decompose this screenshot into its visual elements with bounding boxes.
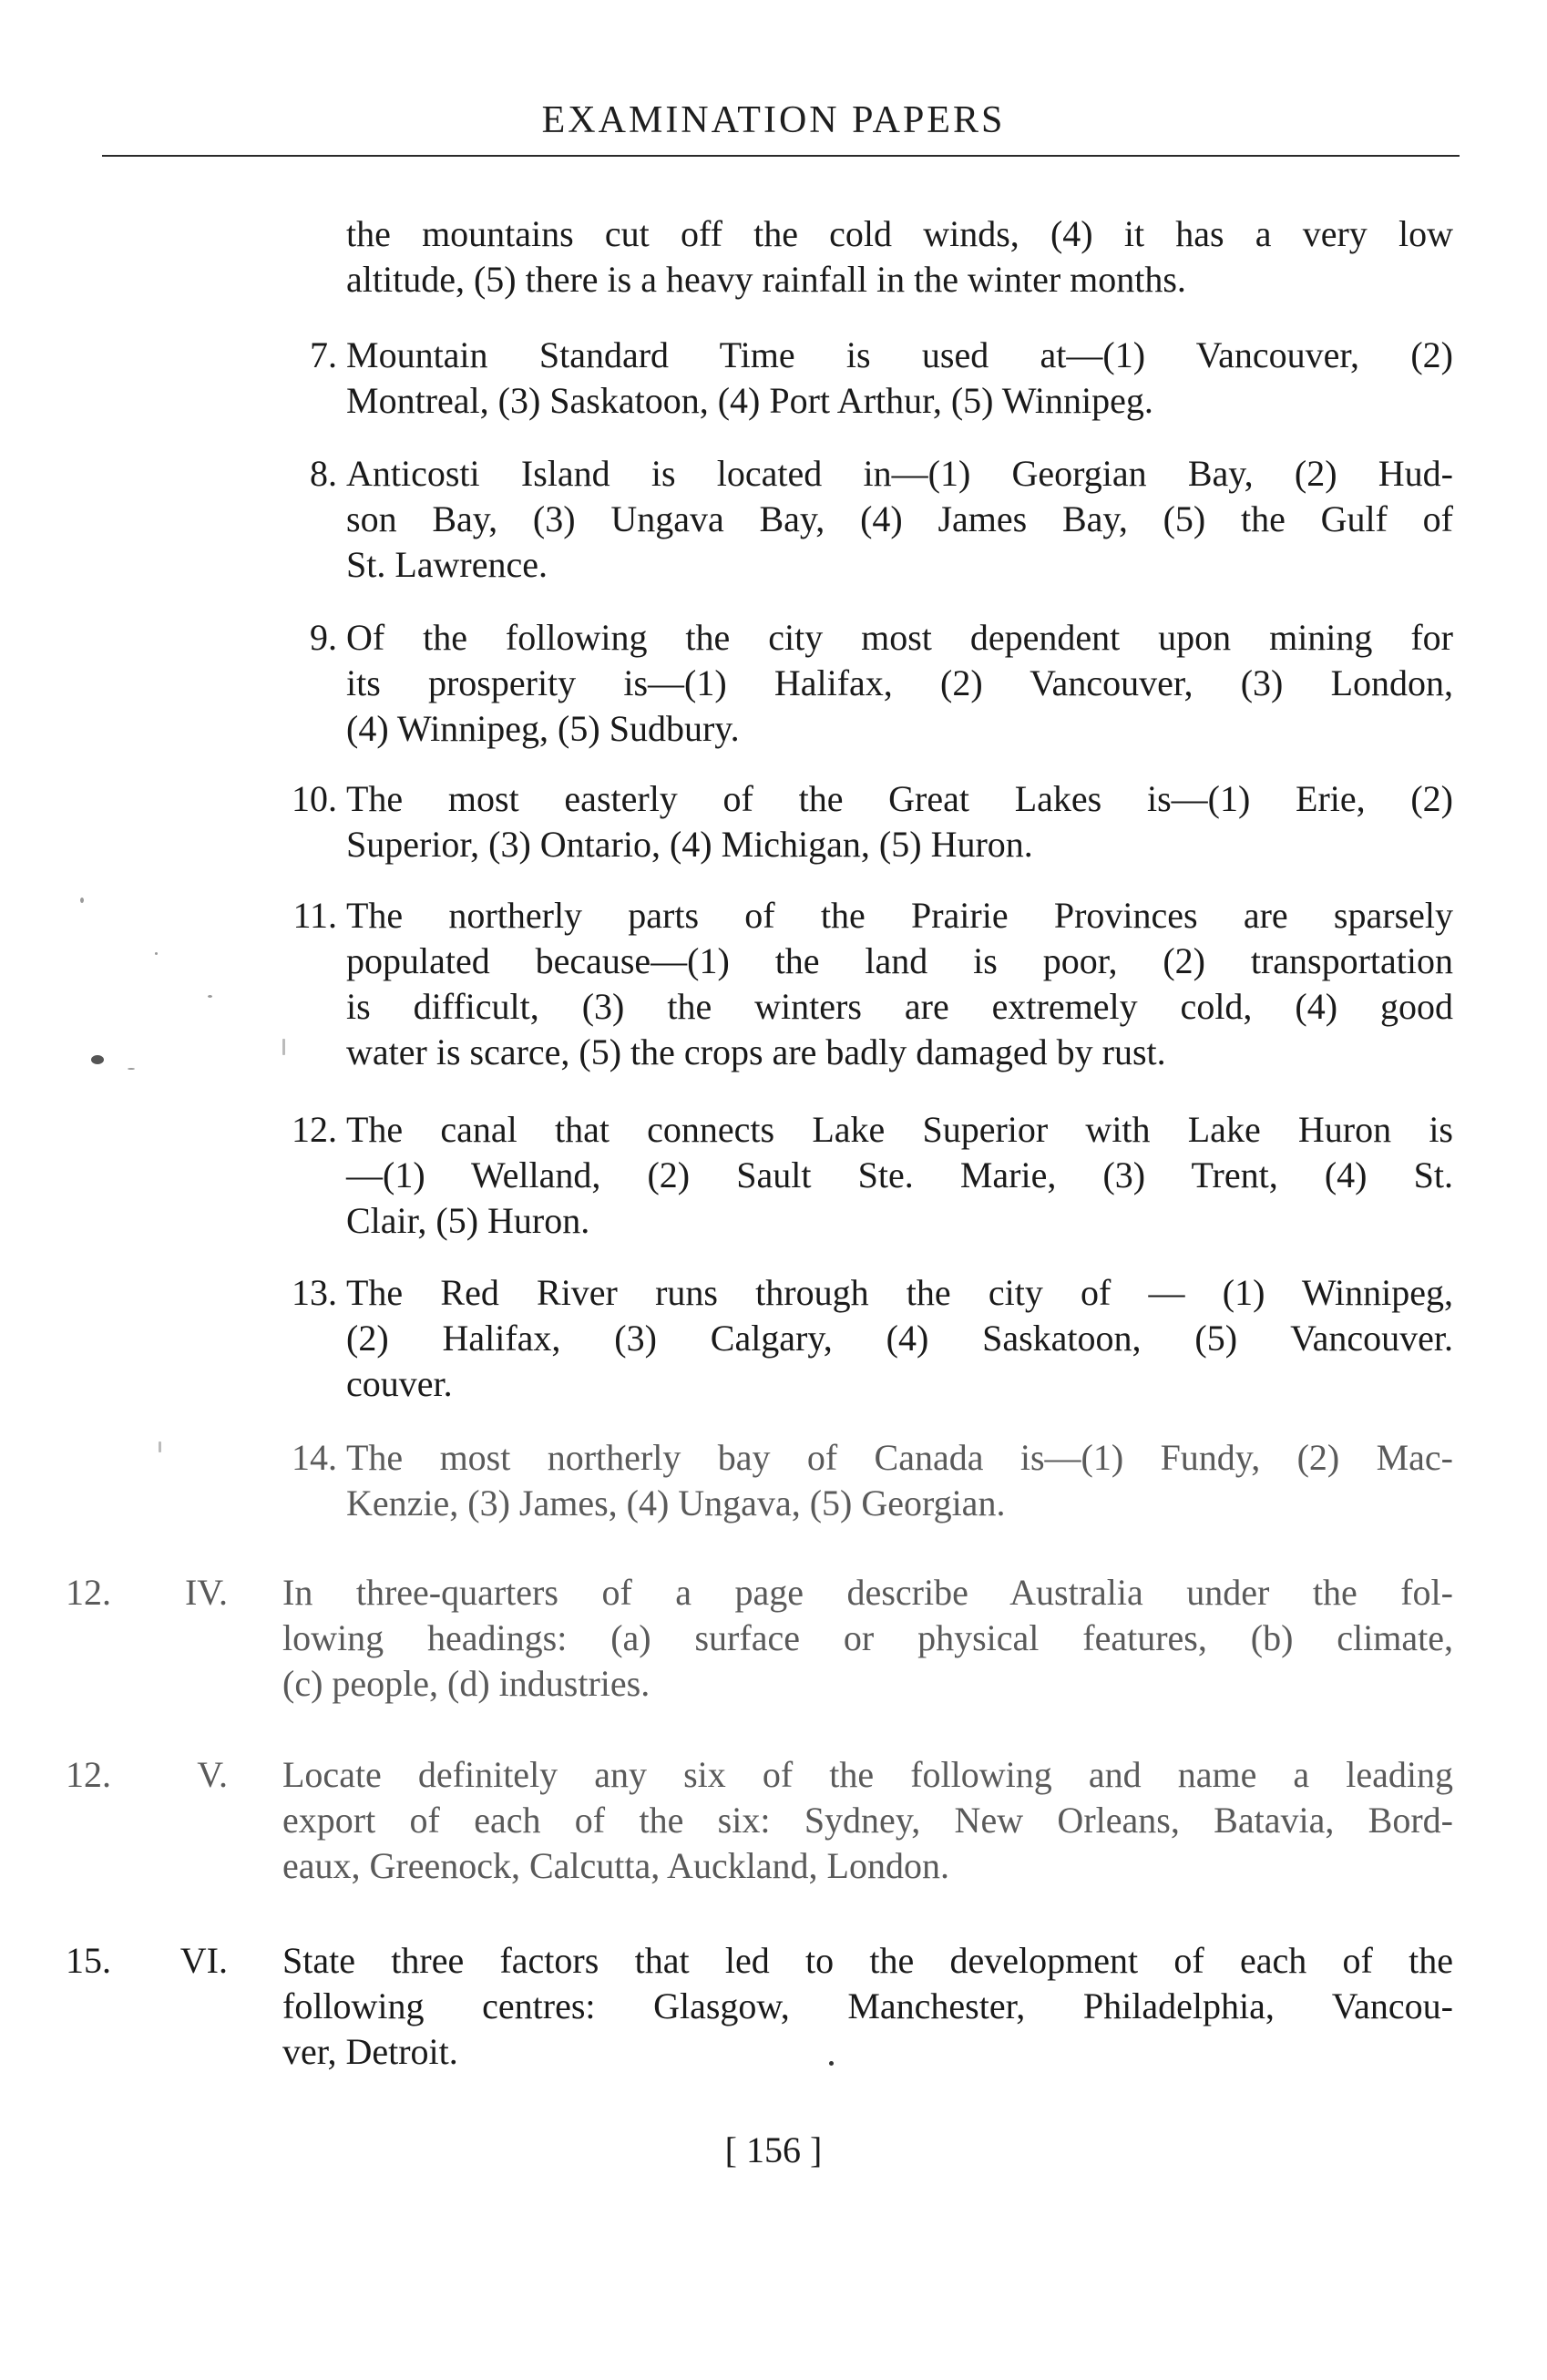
question-number: 10. [292,778,337,819]
scan-speck [155,952,158,955]
intro-line: altitude, (5) there is a heavy rainfall in the winter months. [346,259,1186,300]
question-line: Kenzie, (3) James, (4) Ungava, (5) Georgian. [346,1482,1006,1523]
intro-continuation [346,211,1453,303]
section-line: State three factors that led to the development of each of the [282,1940,1453,1981]
question-line: Anticosti Island is located in—(1) Georgian Bay, (2) Hud- [346,453,1453,494]
scan-speck [80,898,84,903]
scan-speck [91,1055,104,1064]
question-9 [346,615,1453,752]
question-line: water is scarce, (5) the crops are badly damaged by rust. [346,1031,1166,1072]
section-line: lowing headings: (a) surface or physical features, (b) climate, [282,1617,1453,1658]
section-marks: 12. [66,1572,111,1613]
scan-speck [282,1039,285,1055]
section-vi [282,1938,1453,2075]
intro-line: the mountains cut off the cold winds, (4) it has a very low [346,213,1453,254]
question-line: The most easterly of the Great Lakes is—(1) Erie, (2) [346,778,1453,819]
question-line: The Red River runs through the city of — (1) Winnipeg, [346,1272,1453,1313]
question-line: St. Lawrence. [346,544,548,585]
section-numeral: IV. [184,1572,228,1613]
section-line: ver, Detroit. [282,2031,458,2072]
question-number: 11. [292,895,337,936]
section-numeral: VI. [179,1940,228,1981]
question-number: 9. [310,617,337,658]
question-line: its prosperity is—(1) Halifax, (2) Vancouver, (3) London, [346,662,1453,703]
running-header: EXAMINATION PAPERS [541,99,1006,141]
section-line: export of each of the six: Sydney, New Orleans, Batavia, Bord- [282,1800,1453,1841]
question-line: Of the following the city most dependent upon mining for [346,617,1453,658]
question-line: The northerly parts of the Prairie Provinces are sparsely [346,895,1453,936]
question-line: son Bay, (3) Ungava Bay, (4) James Bay, (5) the Gulf of [346,498,1453,539]
question-number: 14. [292,1437,337,1478]
question-number: 8. [310,453,337,494]
question-line: (2) Halifax, (3) Calgary, (4) Saskatoon, (5) Vancouver. [346,1318,1453,1359]
header-rule [102,155,1460,157]
question-line: Montreal, (3) Saskatoon, (4) Port Arthur, (5) Winnipeg. [346,380,1153,421]
question-10 [346,776,1453,867]
section-iv [282,1570,1453,1707]
question-line: populated because—(1) the land is poor, (2) transportation [346,940,1453,981]
question-line: The canal that connects Lake Superior with Lake Huron is [346,1109,1453,1150]
question-line: Superior, (3) Ontario, (4) Michigan, (5) Huron. [346,824,1033,865]
page-number: [ 156 ] [724,2129,823,2170]
question-line: Mountain Standard Time is used at—(1) Vancouver, (2) [346,334,1453,375]
question-line: Clair, (5) Huron. [346,1200,590,1241]
question-11 [346,893,1453,1075]
scan-speck [128,1068,135,1070]
question-line: The most northerly bay of Canada is—(1) Fundy, (2) Mac- [346,1437,1453,1478]
section-line: In three-quarters of a page describe Australia under the fol- [282,1572,1453,1613]
section-line: Locate definitely any six of the following and name a leading [282,1754,1453,1795]
question-7 [346,333,1453,424]
section-marks: 12. [66,1754,111,1795]
question-number: 13. [292,1272,337,1313]
question-number: 12. [292,1109,337,1150]
question-13 [346,1270,1453,1407]
section-line: (c) people, (d) industries. [282,1663,651,1704]
question-line: is difficult, (3) the winters are extremely cold, (4) good [346,986,1453,1027]
question-line: couver. [346,1363,453,1404]
section-v [282,1752,1453,1889]
question-line: (4) Winnipeg, (5) Sudbury. [346,708,740,749]
section-numeral: V. [197,1754,228,1795]
scan-speck [829,2061,834,2066]
section-marks: 15. [66,1940,111,1981]
scan-speck [159,1441,161,1452]
question-8 [346,451,1453,588]
question-line: —(1) Welland, (2) Sault Ste. Marie, (3) Trent, (4) St. [346,1154,1453,1195]
scan-speck [208,995,212,998]
section-line: eaux, Greenock, Calcutta, Auckland, London. [282,1845,949,1886]
question-number: 7. [310,334,337,375]
question-12 [346,1107,1453,1244]
question-14 [346,1435,1453,1526]
section-line: following centres: Glasgow, Manchester, Philadelphia, Vancou- [282,1985,1453,2026]
